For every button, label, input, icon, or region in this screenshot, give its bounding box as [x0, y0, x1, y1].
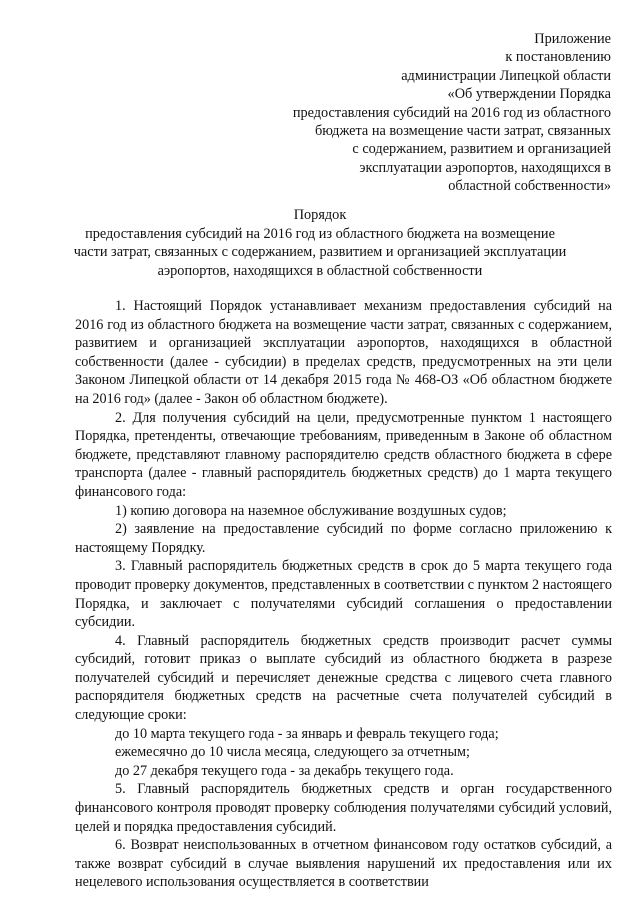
header-line: с содержанием, развитием и организацией: [352, 141, 611, 158]
header-line: администрации Липецкой области: [401, 67, 611, 84]
title-line: аэропортов, находящихся в областной собственности: [157, 262, 483, 279]
list-item-1: 1) копию договора на наземное обслуживание воздушных судов;: [115, 502, 507, 519]
header-line: областной собственности»: [448, 178, 611, 195]
document-title: [60, 206, 580, 224]
title-word: Порядок: [293, 207, 347, 223]
header-line: Приложение: [534, 31, 611, 47]
header-line: бюджета на возмещение части затрат, связанных: [314, 123, 611, 140]
list-item-2: 2) заявление на предоставление субсидий по форме согласно приложению к настоящему Порядку.: [75, 521, 612, 556]
appendix-header: [231, 30, 611, 196]
paragraph-5: 5. Главный распорядитель бюджетных средств и орган государственного финансового контроля проводят проверку соблюдения получателями субсидий условий, целей и порядка предоставления субсидий.: [75, 781, 612, 835]
paragraph-6: 6. Возврат неиспользованных в отчетном финансовом году остатков субсидий, а также возврат субсидий в случае выявления нарушений их предоставления или их нецелевого использования осуществляется в соответствии: [75, 837, 612, 891]
paragraph-1: 1. Настоящий Порядок устанавливает механизм предоставления субсидий на 2016 год из областного бюджета на возмещение части затрат, связанных с содержанием, развитием и организацией эксплуатации аэропортов, находящихся в областной собственности (далее - субсидии) в пределах средств, предусмотренных на эти цели Законом Липецкой области от 14 декабря 2015 года № 468-ОЗ «Об областном бюджете на 2016 год» (далее - Закон об областном бюджете).: [75, 298, 612, 407]
header-line: к постановлению: [505, 49, 611, 66]
deadline-item-2: ежемесячно до 10 числа месяца, следующего за отчетным;: [115, 744, 470, 761]
document-subtitle: [60, 225, 580, 280]
header-line: предоставления субсидий на 2016 год из областного: [292, 104, 611, 121]
paragraph-2: 2. Для получения субсидий на цели, предусмотренные пунктом 1 настоящего Порядка, претенденты, отвечающие требованиям, приведенным в Законе об областном бюджете, представляют главному распорядителю средств областного бюджета в сфере транспорта (далее - главный распорядитель бюджетных средств) до 1 марта текущего финансового года:: [75, 409, 612, 500]
header-line: «Об утверждении Порядка: [447, 86, 611, 103]
deadline-item-1: до 10 марта текущего года - за январь и февраль текущего года;: [115, 725, 499, 742]
title-line: части затрат, связанных с содержанием, развитием и организацией эксплуатации: [73, 244, 567, 261]
paragraph-4: 4. Главный распорядитель бюджетных средств производит расчет суммы субсидий, готовит приказ о выплате субсидий из областного бюджета в разрезе получателей субсидий и перечисляет денежные средства с лицевого счета главного распорядителя бюджетных средств на расчетные счета получателей субсидий в следующие сроки:: [75, 632, 612, 724]
paragraph-3: 3. Главный распорядитель бюджетных средств в срок до 5 марта текущего года проводит проверку документов, представленных в соответствии с пунктом 2 настоящего Порядка, и заключает с получателями субсидий соглашения о предоставлении субсидии.: [75, 558, 612, 631]
deadline-item-3: до 27 декабря текущего года - за декабрь текущего года.: [115, 762, 454, 779]
title-line: предоставления субсидий на 2016 год из областного бюджета на возмещение: [85, 226, 555, 242]
header-line: эксплуатации аэропортов, находящихся в: [359, 159, 611, 176]
document-body: [75, 297, 612, 892]
